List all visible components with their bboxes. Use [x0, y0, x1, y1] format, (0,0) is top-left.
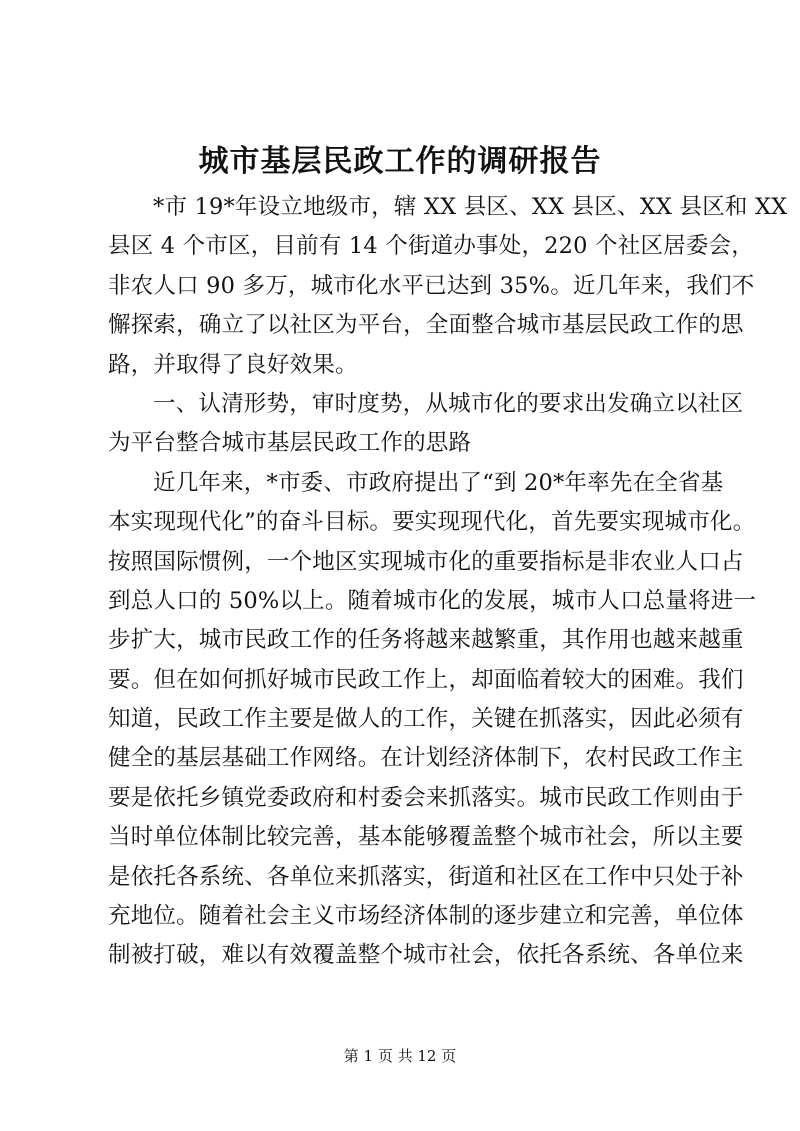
document-body [108, 188, 788, 976]
paragraph-line: 到总人口的 50%以上。随着城市化的发展，城市人口总量将进一 [108, 587, 757, 614]
paragraph-line: 懈探索，确立了以社区为平台，全面整合城市基层民政工作的思 [108, 312, 744, 339]
paragraph-line: 近几年来，*市委、市政府提出了“到 20*年率先在全省基 [153, 469, 724, 496]
paragraph-line: 要是依托乡镇党委政府和村委会来抓落实。城市民政工作则由于 [108, 784, 744, 811]
page-number: 第 1 页 共 12 页 [343, 1047, 457, 1065]
section-heading-line: 为平台整合城市基层民政工作的思路 [108, 430, 472, 457]
paragraph-line: 路，并取得了良好效果。 [108, 351, 358, 378]
paragraph-line: 知道，民政工作主要是做人的工作，关键在抓落实，因此必须有 [108, 706, 744, 733]
document-title: 城市基层民政工作的调研报告 [198, 144, 602, 179]
paragraph-line: 制被打破，难以有效覆盖整个城市社会，依托各系统、各单位来 [108, 942, 744, 969]
paragraph-line: 充地位。随着社会主义市场经济体制的逐步建立和完善，单位体 [108, 903, 744, 930]
paragraph-line: 当时单位体制比较完善，基本能够覆盖整个城市社会，所以主要 [108, 824, 744, 851]
paragraph-line: 是依托各系统、各单位来抓落实，街道和社区在工作中只处于补 [108, 863, 744, 890]
paragraph-line: 县区 4 个市区，目前有 14 个街道办事处，220 个社区居委会， [108, 233, 754, 260]
paragraph-line: *市 19*年设立地级市，辖 XX 县区、XX 县区、XX 县区和 XX [153, 194, 788, 220]
paragraph-line: 健全的基层基础工作网络。在计划经济体制下，农村民政工作主 [108, 745, 744, 772]
paragraph-line: 本实现现代化”的奋斗目标。要实现现代化，首先要实现城市化。 [108, 509, 756, 536]
paragraph-line: 步扩大，城市民政工作的任务将越来越繁重，其作用也越来越重 [108, 627, 744, 654]
paragraph-line: 非农人口 90 多万，城市化水平已达到 35%。近几年来，我们不 [108, 272, 755, 299]
section-heading-line: 一、认清形势，审时度势，从城市化的要求出发确立以社区 [153, 390, 744, 417]
paragraph-line: 要。但在如何抓好城市民政工作上，却面临着较大的困难。我们 [108, 666, 744, 693]
paragraph-line: 按照国际惯例，一个地区实现城市化的重要指标是非农业人口占 [108, 548, 744, 575]
